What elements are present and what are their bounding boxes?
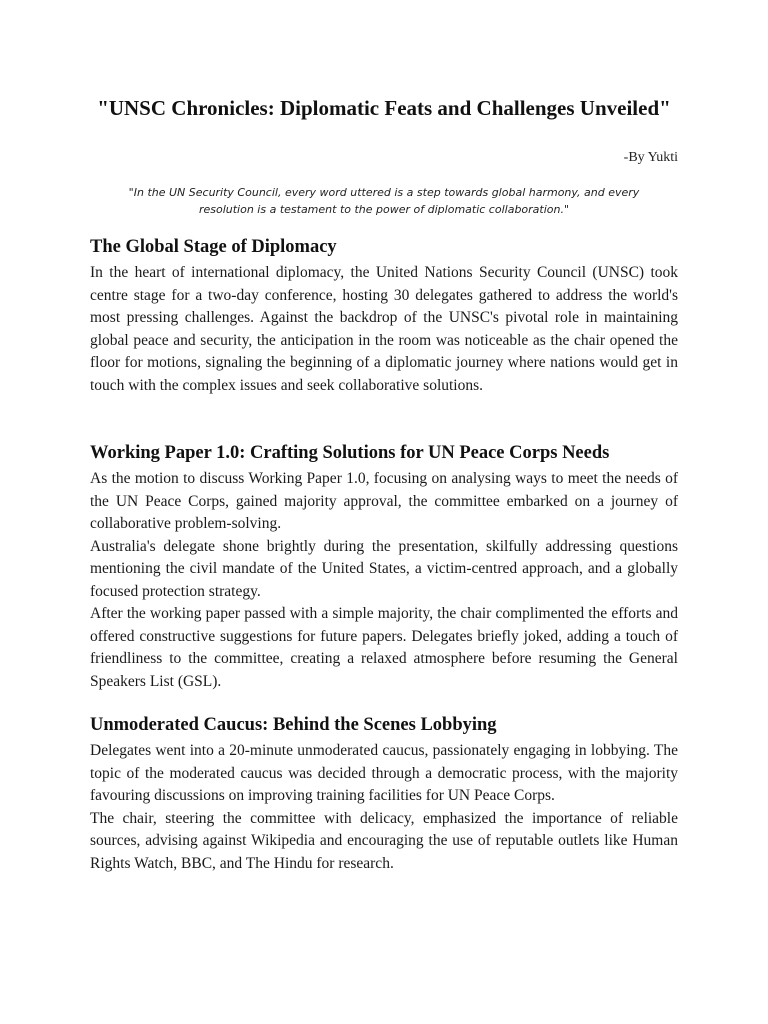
section-paragraph: Australia's delegate shone brightly during the presentation, skilfully addressing questions mentioning the civil mandate of the United States, a victim-centred approach, and a globally focused protection strategy. (90, 537, 678, 600)
section-paragraph: The chair, steering the committee with delicacy, emphasized the importance of reliable sources, advising against Wikipedia and encouraging the use of reputable outlets like Human Rights Watch, BBC, and The Hindu for research. (90, 809, 678, 872)
section-paragraph: As the motion to discuss Working Paper 1.0, focusing on analysing ways to meet the needs of the UN Peace Corps, gained majority approval, the committee embarked on a journey of collaborative problem-solving. (90, 470, 678, 532)
section-paragraph: Delegates went into a 20-minute unmoderated caucus, passionately engaging in lobbying. The topic of the moderated caucus was decided through a democratic process, with the majority favouring discussions on improving training facilities for UN Peace Corps. (90, 742, 678, 804)
section-paragraph: In the heart of international diplomacy, the United Nations Security Council (UNSC) took centre stage for a two-day conference, hosting 30 delegates gathered to address the world's most pressing challenges. Against the backdrop of the UNSC's pivotal role in maintaining global peace and security, the anticipation in the room was noticeable as the chair opened the floor for motions, signaling the beginning of a diplomatic journey where nations would get in touch with the complex issues and seek collaborative solutions. (90, 264, 678, 394)
section-unmoderated-caucus (90, 713, 678, 875)
page-title: "UNSC Chronicles: Diplomatic Feats and Challenges Unveiled" (97, 96, 671, 120)
epigraph-quote: "In the UN Security Council, every word uttered is a step towards global harmony, and every resolution is a testament to the power of diplomatic collaboration." (128, 186, 640, 216)
section-heading: Unmoderated Caucus: Behind the Scenes Lobbying (90, 715, 497, 735)
section-paragraph: After the working paper passed with a simple majority, the chair complimented the efforts and offered constructive suggestions for future papers. Delegates briefly joked, adding a touch of friendliness to the committee, creating a relaxed atmosphere before resuming the General Speakers List (GSL). (90, 605, 678, 690)
section-global-stage (90, 235, 678, 397)
section-heading: Working Paper 1.0: Crafting Solutions for UN Peace Corps Needs (90, 443, 610, 463)
section-working-paper (90, 441, 678, 693)
author-byline: -By Yukti (623, 150, 678, 165)
section-heading: The Global Stage of Diplomacy (90, 237, 337, 257)
